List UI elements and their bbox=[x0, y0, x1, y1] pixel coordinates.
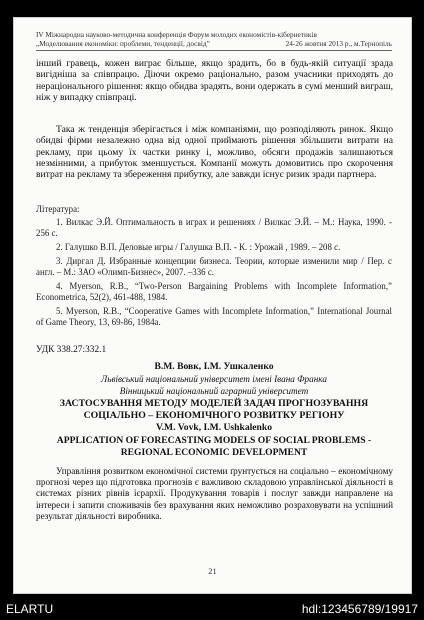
affiliation-1: Львівський національний університет імені Івана Франка bbox=[101, 374, 327, 384]
literature-heading: Література: bbox=[36, 204, 80, 214]
literature-item: 4. Myerson, R.B., “Two-Person Bargaining Problems with Incomplete Information,” Econometrica, 52(2), 461-488, 1984. bbox=[36, 281, 392, 302]
header-line-2-right: 24-26 жовтня 2013 р., м.Тернопіль bbox=[285, 38, 392, 48]
literature-item: 2. Галушко В.П. Деловые игры / Галушка В.П. - К. : Урожай , 1989. – 208 с. bbox=[56, 242, 341, 252]
authors-en: V.M. Vovk, I.M. Ushkalenko bbox=[155, 422, 273, 433]
running-header bbox=[36, 31, 392, 48]
article-title-en: APPLICATION OF FORECASTING MODELS OF SOCIAL PROBLEMS - REGIONAL ECONOMIC DEVELOPMENT bbox=[56, 435, 372, 458]
authors-ua: В.М. Вовк, І.М. Ушкаленко bbox=[154, 361, 274, 372]
literature-section bbox=[36, 204, 392, 328]
document-page bbox=[14, 18, 411, 593]
literature-item: 5. Myerson, R.B., “Cooperative Games with Incomplete Information,” International Journal of Game Theory, 13, 69-86, 1984a. bbox=[36, 306, 392, 327]
footer-handle: hdl:123456789/19917 bbox=[301, 602, 418, 616]
article-title-ua: ЗАСТОСУВАННЯ МЕТОДУ МОДЕЛЕЙ ЗАДАЧ ПРОГНОЗУВАННЯ СОЦІАЛЬНО – ЕКОНОМІЧНОГО РОЗВИТКУ РЕГІОНУ bbox=[59, 398, 369, 421]
header-rule bbox=[36, 50, 392, 51]
header-line-2-left: „Моделювання економіки: проблеми, тенденції, досвід” bbox=[36, 38, 210, 48]
body-paragraph-2: Така ж тенденція зберігається і між компаніями, що розподіляють ринок. Якщо обидві фірми незалежно одна від одної приймають рішення збільшити витрати на рекламу, при цьому їх частки ринку і, можливо, обсяги продажів залишаються незмінними, а прибуток зменшується. Компанії можуть домовитись про скорочення витрат на рекламу та збереження прибутку, але завжди існує ризик зради партнера. bbox=[36, 124, 393, 181]
footer-source-label: ELARTU bbox=[6, 602, 54, 616]
header-line-1: IV Міжнародна науково-методична конференція Форум молодих економістів-кібернетиків bbox=[36, 30, 317, 39]
abstract-paragraph: Управління розвитком економічної системи ґрунтується на соціально – економічному прогнозі через що підготовка прогнозів є важливою складовою управлінської діяльності в системах різних рівнів ієрархії. Продукування товарів і послуг завжди направлене на інтереси і запити споживачів без врахування яких неможливо розраховувати на успішний результат діяльності виробника. bbox=[36, 466, 393, 521]
udk-code: УДК 338.27:332.1 bbox=[36, 345, 107, 355]
page-number: 21 bbox=[208, 566, 217, 576]
affiliation-2: Вінницький національний аграрний університет bbox=[119, 386, 309, 396]
body-paragraph-1: інший гравець, кожен виграє більше, якщо зрадить, бо в будь-якій ситуації зрада вигідніша за співпрацю. Діючи окремо раціонально, разом учасники приходять до нераціонального рішення: якщо обидва зрадять, вони одержать в сумі менший виграш, ніж у випадку співпраці. bbox=[36, 58, 393, 103]
literature-item: 3. Диргал Д. Избранные концепции бизнеса. Теории, которые изменили мир / Пер. с англ. – М.: ЗАО «Олимп-Бизнес», 2007. –336 с. bbox=[36, 256, 392, 277]
literature-item: 1. Вилкас Э.Й. Оптимальность в играх и решениях / Вилкас Э.Й. – М.: Наука, 1990. - 256 с. bbox=[36, 217, 392, 238]
